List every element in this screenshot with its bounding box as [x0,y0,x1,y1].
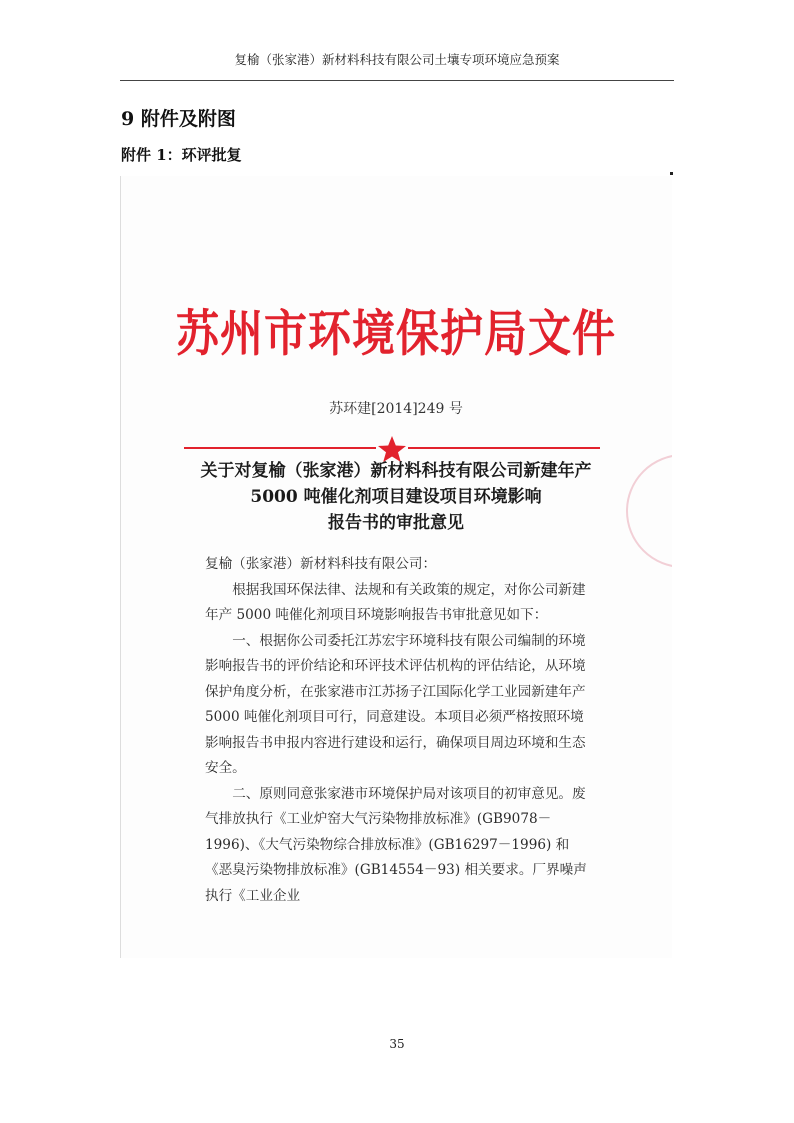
document-number: 苏环建[2014]249 号 [329,401,463,417]
attachment-title: 附件 1：环评批复 [121,146,242,164]
page-number: 35 [389,1037,405,1051]
document-title [120,458,672,536]
document-masthead: 苏州市环境保护局文件 [176,305,616,364]
body-paragraph: 一、根据你公司委托江苏宏宇环境科技有限公司编制的环境影响报告书的评价结论和环评技术评估机构的评估结论，从环境保护角度分析，在张家港市江苏扬子江国际化学工业园新建年产 5000 吨催化剂项目可行，同意建设。本项目必须严格按照环境影响报告书申报内容进行建设和运行，确保项目周边环境和生态安全。 [205,632,586,776]
scanned-approval-document [120,176,672,958]
document-title-line: 报告书的审批意见 [328,513,464,533]
body-paragraph: 二、原则同意张家港市环境保护局对该项目的初审意见。废气排放执行《工业炉窑大气污染物排放标准》(GB9078－1996)、《大气污染物综合排放标准》(GB16297－1996) 和《恶臭污染物排放标准》(GB14554－93) 相关要求。厂界噪声执行《工业企业 [205,785,587,904]
document-title-line: 关于对复榆（张家港）新材料科技有限公司新建年产 [200,461,592,481]
body-paragraph: 根据我国环保法律、法规和有关政策的规定，对你公司新建年产 5000 吨催化剂项目环境影响报告书审批意见如下： [205,581,586,623]
addressee: 复榆（张家港）新材料科技有限公司： [205,556,437,572]
section-title: 9 附件及附图 [121,108,236,130]
running-header: 复榆（张家港）新材料科技有限公司土壤专项环境应急预案 [234,52,560,67]
scan-mark [670,172,673,175]
header-rule [120,80,674,81]
document-body [205,552,595,909]
document-title-line: 5000 吨催化剂项目建设项目环境影响 [250,487,542,507]
scan-edge [120,176,121,958]
